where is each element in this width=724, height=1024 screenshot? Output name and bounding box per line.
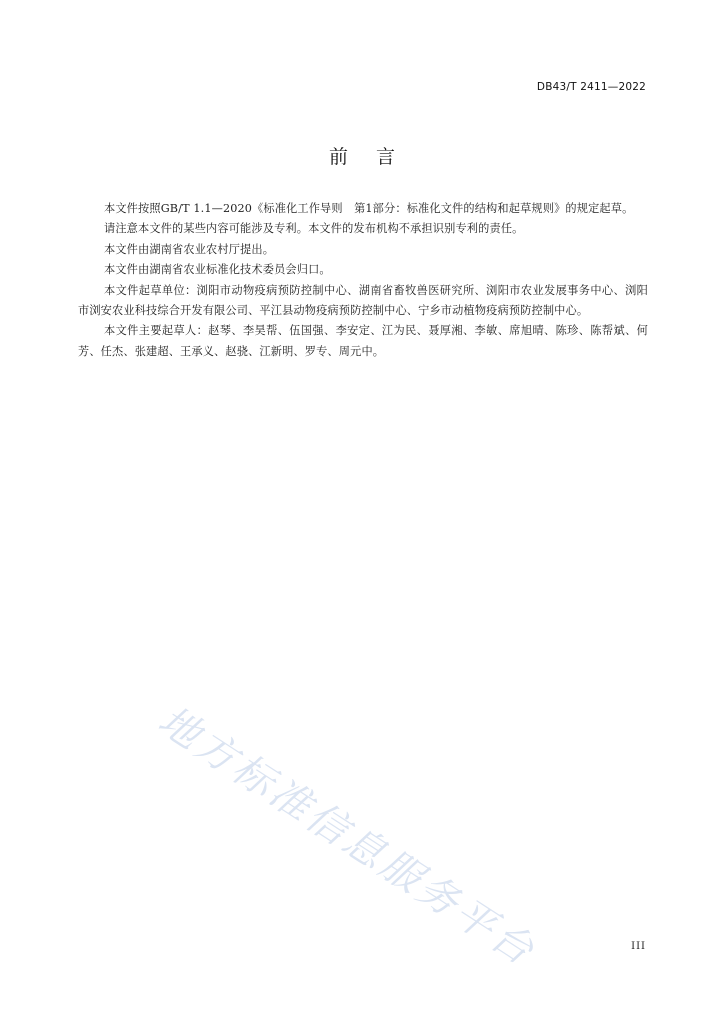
- paragraph-patent-notice: 请注意本文件的某些内容可能涉及专利。本文件的发布机构不承担识别专利的责任。: [104, 222, 524, 236]
- paragraph-drafting-rules: 本文件按照GB/T 1.1—2020《标准化工作导则 第1部分：标准化文件的结构和起草规则》的规定起草。: [104, 202, 634, 215]
- paragraph-committee: 本文件由湖南省农业标准化技术委员会归口。: [104, 263, 331, 277]
- page-title: 前言: [328, 146, 423, 168]
- page-number: III: [631, 941, 646, 952]
- document-code: DB43/T 2411—2022: [536, 81, 646, 93]
- paragraph-drafters: 本文件主要起草人：赵琴、李昊帮、伍国强、李安定、江为民、聂厚湘、李敏、席旭晴、陈珍、陈帮斌、何芳、任杰、张建超、王承义、赵骁、江新明、罗专、周元中。: [78, 324, 648, 358]
- paragraph-drafting-units: 本文件起草单位：浏阳市动物疫病预防控制中心、湖南省畜牧兽医研究所、浏阳市农业发展事务中心、浏阳市浏安农业科技综合开发有限公司、平江县动物疫病预防控制中心、宁乡市动植物疫病预防控制中心。: [78, 283, 648, 318]
- foreword-body: [78, 199, 648, 362]
- watermark-text: 地方标准信息服务平台: [150, 697, 545, 976]
- paragraph-proposer: 本文件由湖南省农业农村厅提出。: [104, 242, 275, 256]
